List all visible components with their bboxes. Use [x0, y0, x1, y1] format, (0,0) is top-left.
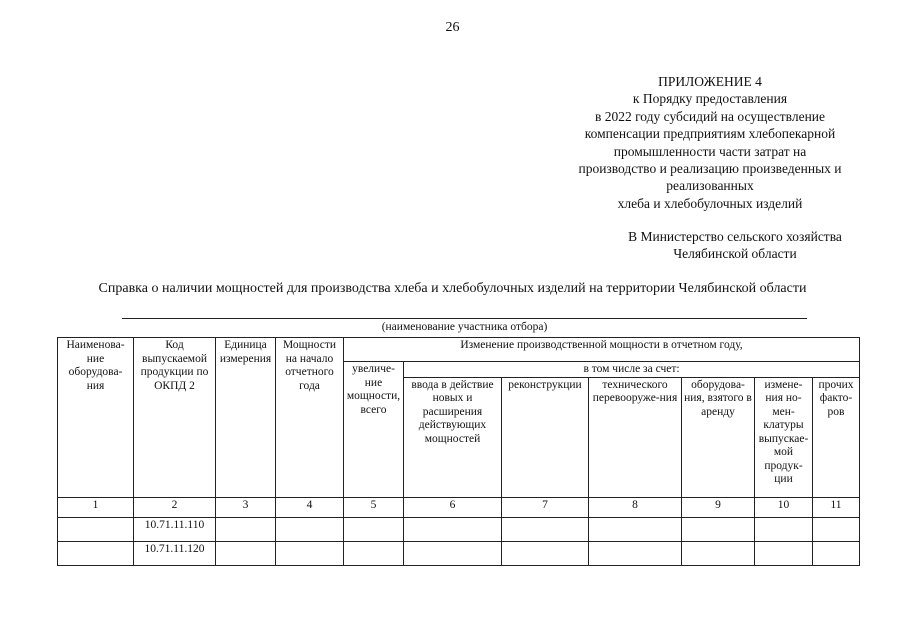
column-number: 5 — [344, 497, 404, 517]
cell-capacity[interactable] — [276, 541, 344, 565]
appendix-line: ПРИЛОЖЕНИЕ 4 — [658, 74, 762, 89]
header-increase-total: увеличе-ние мощности, всего — [344, 362, 404, 498]
column-number: 4 — [276, 497, 344, 517]
header-unit: Единица измерения — [216, 338, 276, 498]
cell-commissioning[interactable] — [404, 541, 502, 565]
cell-other[interactable] — [813, 517, 860, 541]
appendix-line: к Порядку предоставления — [632, 91, 788, 107]
column-number: 3 — [216, 497, 276, 517]
capacity-table — [57, 337, 860, 566]
cell-unit[interactable] — [216, 517, 276, 541]
header-product-code: Код выпускаемой продукции по ОКПД 2 — [134, 338, 216, 498]
column-number: 9 — [682, 497, 755, 517]
table-row — [58, 517, 860, 541]
cell-reconstruction[interactable] — [502, 517, 589, 541]
column-number: 1 — [58, 497, 134, 517]
cell-product-code: 10.71.11.120 — [134, 541, 216, 565]
header-commissioning: ввода в действие новых и расширения действующих мощностей — [404, 377, 502, 497]
appendix-line: в 2022 году субсидий на осуществление — [594, 108, 826, 124]
column-number: 11 — [813, 497, 860, 517]
appendix-line: компенсации предприятиям хлебопекарной — [584, 126, 836, 142]
appendix-line: реализованных — [666, 178, 754, 194]
header-reequipment: технического перевооруже-ния — [589, 377, 682, 497]
column-number: 2 — [134, 497, 216, 517]
addressee-block — [600, 228, 870, 262]
cell-other[interactable] — [813, 541, 860, 565]
column-number: 10 — [755, 497, 813, 517]
addressee-line: Челябинской области — [673, 246, 797, 261]
header-capacity-start: Мощности на начало отчетного года — [276, 338, 344, 498]
document-title: Справка о наличии мощностей для производства хлеба и хлебобулочных изделий на территории Челябинской области — [98, 281, 807, 296]
column-number: 8 — [589, 497, 682, 517]
cell-increase[interactable] — [344, 541, 404, 565]
cell-product-code: 10.71.11.110 — [134, 517, 216, 541]
cell-lease[interactable] — [682, 541, 755, 565]
cell-reconstruction[interactable] — [502, 541, 589, 565]
cell-nomenclature[interactable] — [755, 517, 813, 541]
cell-unit[interactable] — [216, 541, 276, 565]
header-capacity-change: Изменение производственной мощности в отчетном году, — [344, 338, 860, 362]
cell-increase[interactable] — [344, 517, 404, 541]
header-equipment-name: Наименова-ние оборудова-ния — [58, 338, 134, 498]
column-number: 7 — [502, 497, 589, 517]
cell-capacity[interactable] — [276, 517, 344, 541]
appendix-line: производство и реализацию произведенных и — [578, 161, 842, 177]
header-nomenclature-change: измене-ния но-мен-клатуры выпускае-мой продук-ции — [755, 377, 813, 497]
header-including: в том числе за счет: — [404, 362, 860, 378]
cell-equipment[interactable] — [58, 517, 134, 541]
appendix-line: хлеба и хлебобулочных изделий — [617, 195, 803, 211]
column-number: 6 — [404, 497, 502, 517]
org-name-caption: (наименование участника отбора) — [381, 321, 548, 333]
cell-reequipment[interactable] — [589, 541, 682, 565]
header-other-factors: прочих факто-ров — [813, 377, 860, 497]
cell-commissioning[interactable] — [404, 517, 502, 541]
addressee-line: В Министерство сельского хозяйства — [628, 229, 842, 244]
org-name-line — [122, 318, 807, 319]
table-row — [58, 541, 860, 565]
cell-nomenclature[interactable] — [755, 541, 813, 565]
header-leased-equipment: оборудова-ния, взятого в аренду — [682, 377, 755, 497]
cell-lease[interactable] — [682, 517, 755, 541]
page-number: 26 — [445, 20, 460, 35]
header-reconstruction: реконструкции — [502, 377, 589, 497]
appendix-line: промышленности части затрат на — [613, 143, 807, 159]
cell-equipment[interactable] — [58, 541, 134, 565]
cell-reequipment[interactable] — [589, 517, 682, 541]
appendix-block — [555, 73, 865, 212]
